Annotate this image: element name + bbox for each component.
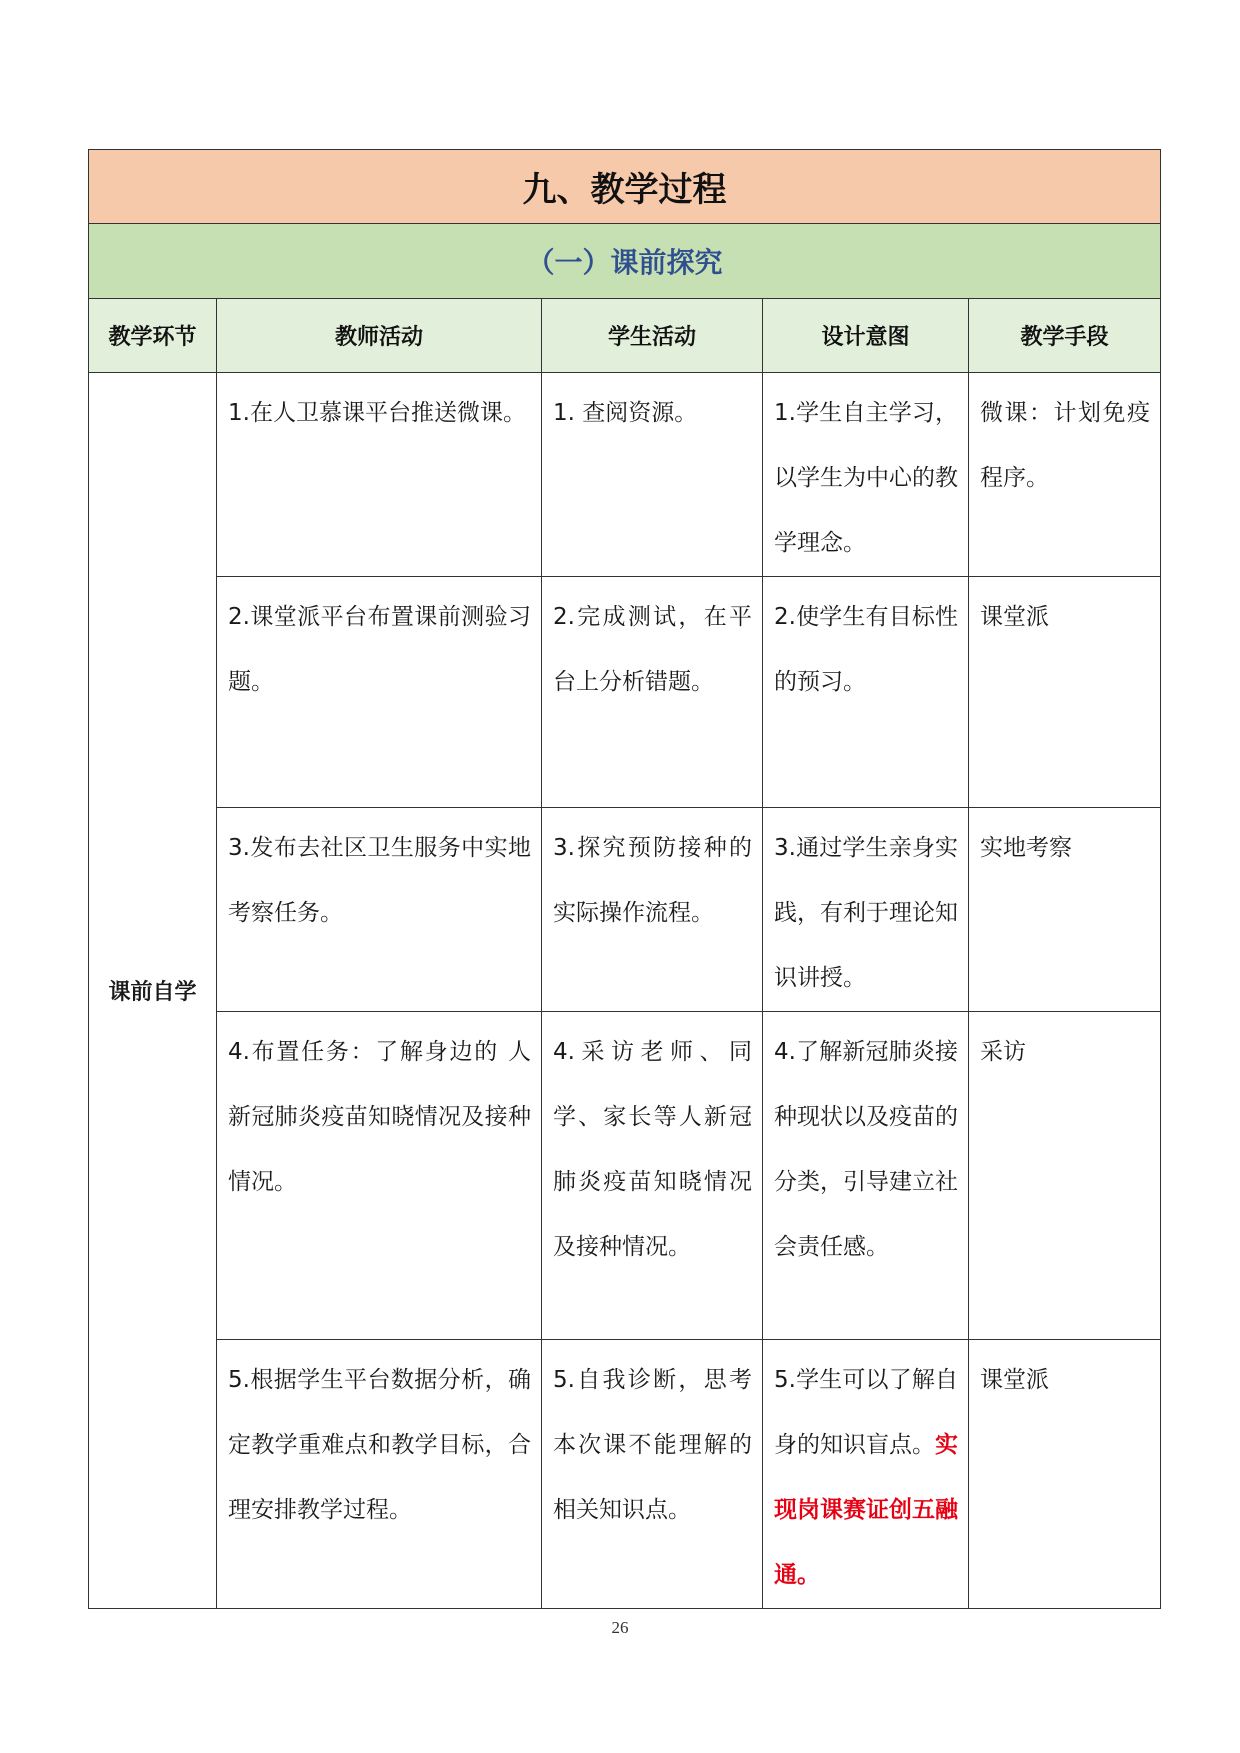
stage-cell: 课前自学 [89, 373, 217, 1609]
teaching-process-table [88, 149, 1161, 1609]
teacher-activity-cell: 3.发布去社区卫生服务中实地考察任务。 [217, 808, 542, 1012]
teaching-means-cell: 采访 [969, 1012, 1161, 1340]
design-intent-highlight: 实现岗课赛证创五融通。 [774, 1432, 958, 1588]
column-header-row [89, 299, 1161, 373]
student-activity-cell: 5.自我诊断，思考本次课不能理解的相关知识点。 [542, 1340, 763, 1609]
student-activity-cell: 4.采访老师、同学、家长等人新冠肺炎疫苗知晓情况及接种情况。 [542, 1012, 763, 1340]
design-intent-cell [763, 373, 969, 577]
column-header-intent: 设计意图 [763, 299, 969, 373]
teaching-means-cell: 实地考察 [969, 808, 1161, 1012]
design-intent-text: 1.学生自主学习，以学生为中心的教学理念。 [774, 400, 958, 556]
design-intent-cell [763, 1340, 969, 1609]
column-header-teacher: 教师活动 [217, 299, 542, 373]
student-activity-cell: 1. 查阅资源。 [542, 373, 763, 577]
column-header-student: 学生活动 [542, 299, 763, 373]
design-intent-text: 4.了解新冠肺炎接种现状以及疫苗的分类，引导建立社会责任感。 [774, 1039, 958, 1260]
subsection-title: （一）课前探究 [89, 224, 1161, 299]
title-row [89, 150, 1161, 224]
table-row [89, 373, 1161, 577]
design-intent-cell [763, 577, 969, 808]
design-intent-cell [763, 808, 969, 1012]
page-number: 26 [611, 1618, 629, 1637]
subtitle-row [89, 224, 1161, 299]
design-intent-text: 2.使学生有目标性的预习。 [774, 604, 958, 695]
section-title: 九、教学过程 [89, 150, 1161, 224]
teacher-activity-cell: 2.课堂派平台布置课前测验习题。 [217, 577, 542, 808]
teaching-means-cell: 微课：计划免疫程序。 [969, 373, 1161, 577]
design-intent-cell [763, 1012, 969, 1340]
design-intent-text: 5.学生可以了解自身的知识盲点。 [774, 1367, 958, 1458]
column-header-stage: 教学环节 [89, 299, 217, 373]
column-header-means: 教学手段 [969, 299, 1161, 373]
teaching-means-cell: 课堂派 [969, 577, 1161, 808]
design-intent-text: 3.通过学生亲身实践，有利于理论知识讲授。 [774, 835, 958, 991]
table-row [89, 577, 1161, 808]
table-row [89, 1012, 1161, 1340]
teaching-means-cell: 课堂派 [969, 1340, 1161, 1609]
student-activity-cell: 3.探究预防接种的实际操作流程。 [542, 808, 763, 1012]
table-row [89, 808, 1161, 1012]
table-row [89, 1340, 1161, 1609]
teacher-activity-cell: 1.在人卫慕课平台推送微课。 [217, 373, 542, 577]
teacher-activity-cell: 5.根据学生平台数据分析，确定教学重难点和教学目标，合理安排教学过程。 [217, 1340, 542, 1609]
student-activity-cell: 2.完成测试，在平台上分析错题。 [542, 577, 763, 808]
teacher-activity-cell: 4.布置任务：了解身边的 人新冠肺炎疫苗知晓情况及接种情况。 [217, 1012, 542, 1340]
